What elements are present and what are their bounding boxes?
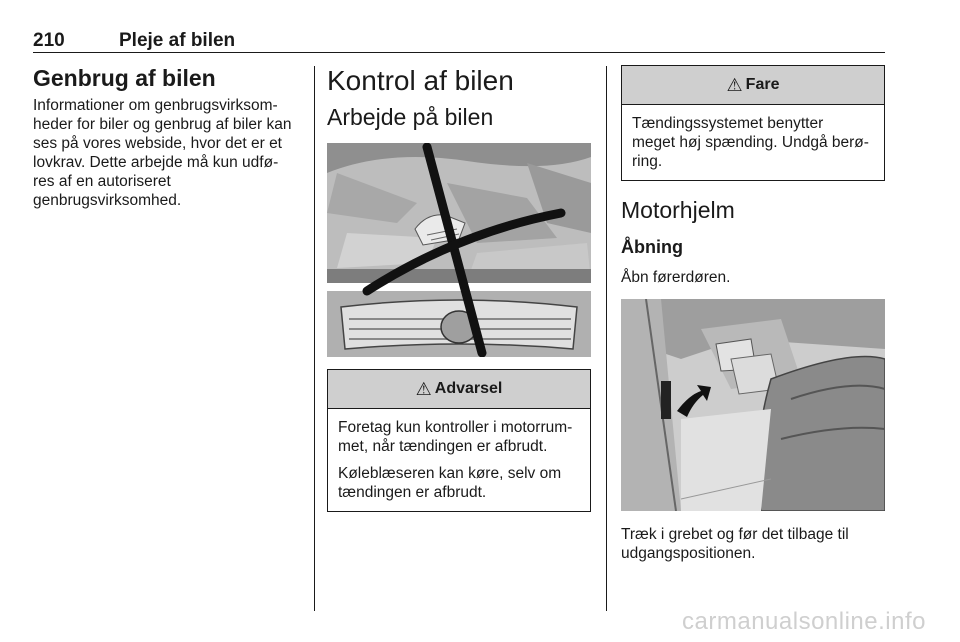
page-number: 210 xyxy=(33,30,65,51)
watermark: carmanualsonline.info xyxy=(682,608,926,635)
page-header xyxy=(33,30,885,53)
subsection-title-opening: Åbning xyxy=(621,237,683,257)
warning-label: Advarsel xyxy=(434,380,503,397)
section-title-bonnet: Motorhjelm xyxy=(621,197,735,223)
figure-engine-hood-warning xyxy=(327,143,591,357)
danger-box xyxy=(621,65,885,181)
step-pull-lever: Træk i grebet og før det tilbage til udgangspositionen. xyxy=(621,526,849,562)
column-divider-left xyxy=(314,66,315,611)
column-bonnet xyxy=(621,64,885,563)
section-title-recycling: Genbrug af bilen xyxy=(33,65,216,91)
danger-label: Fare xyxy=(745,76,780,93)
recycling-paragraph: Informationer om genbrugsvirksom- heder for biler og genbrug af biler kan ses på vores webside, hvor det er et lovkrav. Dette arbejde må kun udfø- res af en autoriseret genbrugsvirksomhed. xyxy=(33,97,292,209)
column-recycling xyxy=(33,64,299,210)
section-title-checks: Kontrol af bilen xyxy=(327,65,514,96)
danger-text: Tændingssystemet benytter meget høj spænding. Undgå berø- ring. xyxy=(632,115,869,170)
warning-box xyxy=(327,369,591,512)
chapter-title: Pleje af bilen xyxy=(119,30,236,51)
column-vehicle-checks xyxy=(327,64,591,512)
warning-text-2: Køleblæseren kan køre, selv om tændingen er afbrudt. xyxy=(338,465,562,501)
figure-bonnet-release-lever xyxy=(621,299,885,511)
column-divider-right xyxy=(606,66,607,611)
step-open-door: Åbn førerdøren. xyxy=(621,269,731,286)
warning-text-1: Foretag kun kontroller i motorrum- met, når tændingen er afbrudt. xyxy=(338,419,573,455)
warning-box-body xyxy=(328,409,590,511)
subsection-title-working: Arbejde på bilen xyxy=(327,104,494,130)
warning-triangle-icon: ⚠ xyxy=(415,378,432,399)
danger-box-header xyxy=(622,66,884,105)
warning-triangle-icon: ⚠ xyxy=(726,74,743,95)
danger-box-body xyxy=(622,105,884,180)
warning-box-header xyxy=(328,370,590,409)
